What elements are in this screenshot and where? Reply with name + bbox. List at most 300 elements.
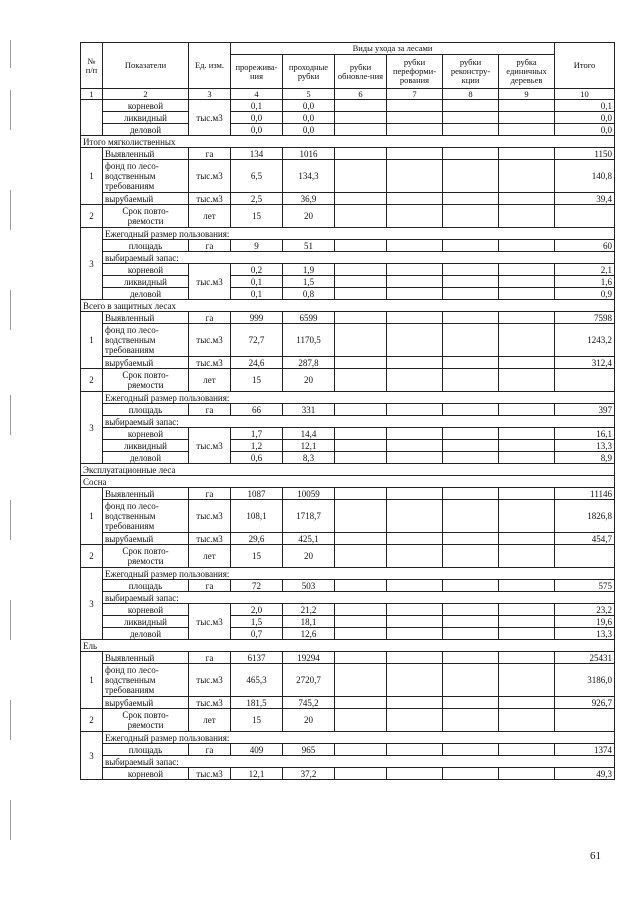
row-unit: тыс.м3 — [189, 768, 231, 780]
empty-cell — [335, 533, 387, 545]
empty-cell — [499, 452, 555, 464]
empty-cell — [499, 744, 555, 756]
row-label: вырубаемый — [103, 193, 189, 205]
row-label: вырубаемый — [103, 533, 189, 545]
row-no-empty — [81, 100, 103, 136]
empty-cell — [387, 312, 443, 324]
table-cell: 20 — [283, 369, 335, 392]
table-cell: 1,9 — [283, 264, 335, 276]
empty-cell — [387, 452, 443, 464]
empty-cell — [387, 652, 443, 664]
empty-cell — [443, 160, 499, 193]
empty-cell — [335, 428, 387, 440]
item-number: 3 — [81, 568, 103, 640]
empty-cell — [335, 369, 387, 392]
empty-cell — [443, 709, 499, 732]
row-label: Выявленный — [103, 148, 189, 160]
empty-cell — [443, 369, 499, 392]
empty-cell — [499, 312, 555, 324]
empty-cell — [335, 768, 387, 780]
row-label: выбираемый запас: — [103, 756, 615, 768]
empty-cell — [499, 369, 555, 392]
empty-cell — [499, 533, 555, 545]
header-type: проходные рубки — [283, 55, 335, 89]
row-unit: тыс.м3 — [189, 500, 231, 533]
row-label: фонд по лесо-водственным требованиям — [103, 160, 189, 193]
table-cell: 66 — [231, 404, 283, 416]
row-unit: тыс.м3 — [189, 324, 231, 357]
col-number: 7 — [387, 89, 443, 100]
header-type: рубки переформи-рования — [387, 55, 443, 89]
table-cell: 0,1 — [231, 288, 283, 300]
empty-cell — [335, 276, 387, 288]
empty-cell — [443, 312, 499, 324]
empty-cell — [387, 488, 443, 500]
table-cell-total: 312,4 — [555, 357, 615, 369]
empty-cell — [387, 744, 443, 756]
table-cell: 2,0 — [231, 604, 283, 616]
row-label: Ежегодный размер пользования: — [103, 228, 615, 240]
margin-mark — [10, 395, 11, 435]
row-unit: га — [189, 240, 231, 252]
item-number: 1 — [81, 652, 103, 709]
table-cell-total: 13,3 — [555, 440, 615, 452]
row-unit: га — [189, 652, 231, 664]
col-number: 1 — [81, 89, 103, 100]
table-cell: 465,3 — [231, 664, 283, 697]
empty-cell — [443, 628, 499, 640]
header-indicators: Показатели — [103, 43, 189, 89]
row-unit: тыс.м3 — [189, 100, 231, 136]
table-cell-total: 7598 — [555, 312, 615, 324]
table-cell: 15 — [231, 369, 283, 392]
empty-cell — [387, 148, 443, 160]
empty-cell — [387, 697, 443, 709]
empty-cell — [335, 240, 387, 252]
row-unit: га — [189, 404, 231, 416]
section-block — [81, 300, 615, 464]
row-unit: тыс.м3 — [189, 664, 231, 697]
empty-cell — [443, 488, 499, 500]
table-cell: 0,0 — [231, 112, 283, 124]
table-cell: 21,2 — [283, 604, 335, 616]
row-label: ликвидный — [103, 616, 189, 628]
header-unit: Ед. изм. — [189, 43, 231, 89]
table-cell: 8,3 — [283, 452, 335, 464]
header-type: рубки реконстру-кции — [443, 55, 499, 89]
empty-cell — [335, 697, 387, 709]
empty-cell — [443, 440, 499, 452]
empty-cell — [443, 240, 499, 252]
empty-cell — [387, 545, 443, 568]
item-number: 2 — [81, 709, 103, 732]
table-cell: 0,0 — [231, 124, 283, 136]
empty-cell — [443, 533, 499, 545]
table-cell: 36,9 — [283, 193, 335, 205]
empty-cell — [555, 369, 615, 392]
empty-cell — [443, 768, 499, 780]
item-number: 1 — [81, 488, 103, 545]
table-cell: 19294 — [283, 652, 335, 664]
table-cell: 425,1 — [283, 533, 335, 545]
table-cell: 0,8 — [283, 288, 335, 300]
table-cell: 2720,7 — [283, 664, 335, 697]
empty-cell — [443, 264, 499, 276]
table-cell-total: 0,1 — [555, 100, 615, 112]
empty-cell — [335, 500, 387, 533]
item-number: 3 — [81, 732, 103, 780]
empty-cell — [499, 205, 555, 228]
row-unit: га — [189, 744, 231, 756]
page-number: 61 — [590, 850, 601, 862]
empty-cell — [387, 768, 443, 780]
table-cell: 503 — [283, 580, 335, 592]
item-number: 3 — [81, 228, 103, 300]
row-unit: тыс.м3 — [189, 428, 231, 464]
header-group: Виды ухода за лесами — [231, 43, 555, 55]
table-cell-total: 3186,0 — [555, 664, 615, 697]
header-total: Итого — [555, 43, 615, 89]
table-cell-total: 8,9 — [555, 452, 615, 464]
table-cell: 287,8 — [283, 357, 335, 369]
table-cell: 6,5 — [231, 160, 283, 193]
table-cell: 37,2 — [283, 768, 335, 780]
table-cell: 1016 — [283, 148, 335, 160]
section-title: Ель — [81, 640, 615, 652]
empty-cell — [387, 357, 443, 369]
empty-cell — [387, 205, 443, 228]
empty-cell — [387, 533, 443, 545]
empty-cell — [335, 545, 387, 568]
empty-cell — [387, 264, 443, 276]
table-cell-total: 1374 — [555, 744, 615, 756]
row-label: Срок повто-ряемости — [103, 545, 189, 568]
section-title: Всего в защитных лесах — [81, 300, 615, 312]
empty-cell — [499, 709, 555, 732]
empty-cell — [335, 744, 387, 756]
empty-cell — [443, 545, 499, 568]
empty-cell — [387, 404, 443, 416]
table-cell: 72 — [231, 580, 283, 592]
empty-cell — [387, 160, 443, 193]
table-cell: 0,7 — [231, 628, 283, 640]
row-label: площадь — [103, 580, 189, 592]
table-cell: 18,1 — [283, 616, 335, 628]
table-cell-total: 1,6 — [555, 276, 615, 288]
row-unit: га — [189, 312, 231, 324]
empty-cell — [335, 652, 387, 664]
table-cell: 6599 — [283, 312, 335, 324]
table-cell: 409 — [231, 744, 283, 756]
empty-cell — [387, 428, 443, 440]
table-cell: 15 — [231, 545, 283, 568]
empty-cell — [443, 288, 499, 300]
empty-cell — [387, 324, 443, 357]
empty-cell — [335, 452, 387, 464]
empty-cell — [499, 697, 555, 709]
row-label: деловой — [103, 628, 189, 640]
table-cell: 12,1 — [283, 440, 335, 452]
row-label: выбираемый запас: — [103, 252, 615, 264]
empty-cell — [499, 604, 555, 616]
row-label: Ежегодный размер пользования: — [103, 732, 615, 744]
row-label: Выявленный — [103, 312, 189, 324]
row-unit: тыс.м3 — [189, 357, 231, 369]
table-cell: 331 — [283, 404, 335, 416]
row-unit: тыс.м3 — [189, 160, 231, 193]
section-last — [81, 640, 615, 780]
margin-mark — [10, 600, 11, 640]
table-cell: 14,4 — [283, 428, 335, 440]
empty-cell — [443, 357, 499, 369]
empty-cell — [499, 428, 555, 440]
table-cell-total: 39,4 — [555, 193, 615, 205]
table-cell: 0,1 — [231, 100, 283, 112]
empty-cell — [499, 628, 555, 640]
row-label: Срок повто-ряемости — [103, 205, 189, 228]
table-cell-total: 397 — [555, 404, 615, 416]
empty-cell — [443, 205, 499, 228]
row-label: ликвидный — [103, 112, 189, 124]
table-cell-total: 49,3 — [555, 768, 615, 780]
empty-cell — [499, 664, 555, 697]
table-cell: 72,7 — [231, 324, 283, 357]
row-label: фонд по лесо-водственным требованиям — [103, 324, 189, 357]
empty-cell — [335, 264, 387, 276]
empty-cell — [387, 709, 443, 732]
row-label: Срок повто-ряемости — [103, 369, 189, 392]
table-cell-total: 23,2 — [555, 604, 615, 616]
row-unit: тыс.м3 — [189, 697, 231, 709]
table-cell: 108,1 — [231, 500, 283, 533]
item-number: 2 — [81, 205, 103, 228]
table-cell-total: 0,0 — [555, 124, 615, 136]
empty-cell — [335, 193, 387, 205]
empty-cell — [335, 488, 387, 500]
empty-cell — [499, 616, 555, 628]
empty-cell — [499, 357, 555, 369]
section-title: Эксплуатационные леса — [81, 464, 615, 476]
margin-mark — [10, 90, 11, 130]
table-cell: 134,3 — [283, 160, 335, 193]
empty-cell — [443, 148, 499, 160]
table-cell-total: 1243,2 — [555, 324, 615, 357]
empty-cell — [499, 324, 555, 357]
empty-cell — [443, 276, 499, 288]
table-cell: 0,2 — [231, 264, 283, 276]
row-unit: га — [189, 488, 231, 500]
col-number: 10 — [555, 89, 615, 100]
row-unit: лет — [189, 709, 231, 732]
item-number: 2 — [81, 545, 103, 568]
empty-cell — [499, 288, 555, 300]
table-cell: 1,7 — [231, 428, 283, 440]
table-cell-total: 1826,8 — [555, 500, 615, 533]
empty-cell — [335, 709, 387, 732]
empty-cell — [387, 193, 443, 205]
empty-cell — [387, 276, 443, 288]
table-cell: 15 — [231, 709, 283, 732]
empty-cell — [335, 324, 387, 357]
empty-cell — [443, 652, 499, 664]
empty-cell — [335, 440, 387, 452]
row-label: корневой — [103, 100, 189, 112]
table-cell: 181,5 — [231, 697, 283, 709]
empty-cell — [443, 500, 499, 533]
empty-cell — [387, 628, 443, 640]
table-cell: 1,2 — [231, 440, 283, 452]
table-cell: 999 — [231, 312, 283, 324]
empty-cell — [499, 404, 555, 416]
row-unit: га — [189, 148, 231, 160]
table-cell: 9 — [231, 240, 283, 252]
table-cell-total: 11146 — [555, 488, 615, 500]
table-cell: 12,1 — [231, 768, 283, 780]
empty-cell — [443, 428, 499, 440]
row-label: корневой — [103, 264, 189, 276]
empty-cell — [443, 324, 499, 357]
row-unit: тыс.м3 — [189, 264, 231, 300]
col-number: 4 — [231, 89, 283, 100]
empty-cell — [335, 205, 387, 228]
empty-cell — [335, 160, 387, 193]
table-cell: 10059 — [283, 488, 335, 500]
table-cell-total: 926,7 — [555, 697, 615, 709]
margin-mark — [10, 40, 11, 68]
table-cell-total: 140,8 — [555, 160, 615, 193]
row-label: площадь — [103, 744, 189, 756]
row-unit: тыс.м3 — [189, 193, 231, 205]
margin-mark — [10, 190, 11, 230]
table-cell: 0,0 — [283, 112, 335, 124]
empty-cell — [335, 148, 387, 160]
table-cell-total: 60 — [555, 240, 615, 252]
empty-cell — [335, 628, 387, 640]
table-cell-total: 19,6 — [555, 616, 615, 628]
empty-cell — [335, 664, 387, 697]
empty-cell — [443, 744, 499, 756]
empty-cell — [499, 768, 555, 780]
table-cell: 1,5 — [231, 616, 283, 628]
table-cell: 745,2 — [283, 697, 335, 709]
table-cell-total: 0,0 — [555, 112, 615, 124]
table-cell: 12,6 — [283, 628, 335, 640]
table-cell: 0,0 — [283, 124, 335, 136]
row-label: Выявленный — [103, 652, 189, 664]
table-cell-total: 2,1 — [555, 264, 615, 276]
table-cell: 29,6 — [231, 533, 283, 545]
empty-cell — [499, 264, 555, 276]
empty-cell — [443, 616, 499, 628]
empty-cell — [387, 369, 443, 392]
section-block — [81, 136, 615, 300]
table-cell: 20 — [283, 205, 335, 228]
empty-cell — [387, 440, 443, 452]
empty-cell — [443, 452, 499, 464]
margin-mark — [10, 290, 11, 330]
empty-cell — [443, 193, 499, 205]
empty-cell — [387, 500, 443, 533]
table-cell: 6137 — [231, 652, 283, 664]
empty-cell — [335, 288, 387, 300]
row-label: площадь — [103, 240, 189, 252]
header-type: рубка единичных деревьев — [499, 55, 555, 89]
empty-cell — [499, 148, 555, 160]
row-unit: лет — [189, 545, 231, 568]
row-label: площадь — [103, 404, 189, 416]
row-label: деловой — [103, 288, 189, 300]
table-cell: 0,6 — [231, 452, 283, 464]
forest-care-table — [80, 42, 615, 780]
empty-cell — [387, 288, 443, 300]
row-label: деловой — [103, 124, 189, 136]
empty-cell — [555, 709, 615, 732]
table-cell: 1170,5 — [283, 324, 335, 357]
col-number: 3 — [189, 89, 231, 100]
row-label: Срок повто-ряемости — [103, 709, 189, 732]
empty-cell — [443, 604, 499, 616]
row-label: Ежегодный размер пользования: — [103, 392, 615, 404]
margin-mark — [10, 700, 11, 740]
empty-cell — [499, 652, 555, 664]
table-cell-total: 575 — [555, 580, 615, 592]
table-cell: 24,6 — [231, 357, 283, 369]
table-cell: 20 — [283, 709, 335, 732]
empty-cell — [335, 604, 387, 616]
row-label: ликвидный — [103, 276, 189, 288]
table-cell-total: 13,3 — [555, 628, 615, 640]
table-cell: 1718,7 — [283, 500, 335, 533]
empty-cell — [499, 500, 555, 533]
table-cell: 1,5 — [283, 276, 335, 288]
header-type: рубки обновле-ния — [335, 55, 387, 89]
table-cell-total: 1150 — [555, 148, 615, 160]
row-label: корневой — [103, 604, 189, 616]
table-cell: 20 — [283, 545, 335, 568]
col-number: 2 — [103, 89, 189, 100]
empty-cell — [335, 404, 387, 416]
col-number: 6 — [335, 89, 387, 100]
item-number: 2 — [81, 369, 103, 392]
empty-cell — [443, 580, 499, 592]
row-unit: тыс.м3 — [189, 604, 231, 640]
col-number: 5 — [283, 89, 335, 100]
header-no: № п/п — [81, 43, 103, 89]
empty-cell — [387, 664, 443, 697]
empty-cell — [443, 697, 499, 709]
col-number: 9 — [499, 89, 555, 100]
item-number: 1 — [81, 312, 103, 369]
table-cell: 0,1 — [231, 276, 283, 288]
empty-cell — [335, 616, 387, 628]
empty-cell — [499, 160, 555, 193]
row-unit: лет — [189, 205, 231, 228]
section-title: Сосна — [81, 476, 615, 488]
empty-cell — [335, 580, 387, 592]
row-unit: тыс.м3 — [189, 533, 231, 545]
empty-cell — [499, 440, 555, 452]
empty-cell — [443, 404, 499, 416]
empty-cell — [499, 488, 555, 500]
margin-mark — [10, 500, 11, 540]
row-label: Выявленный — [103, 488, 189, 500]
row-label: выбираемый запас: — [103, 592, 615, 604]
row-label: фонд по лесо-водственным требованиям — [103, 500, 189, 533]
table-cell: 1087 — [231, 488, 283, 500]
empty-cell — [335, 312, 387, 324]
empty-cell — [387, 604, 443, 616]
table-cell-total: 25431 — [555, 652, 615, 664]
